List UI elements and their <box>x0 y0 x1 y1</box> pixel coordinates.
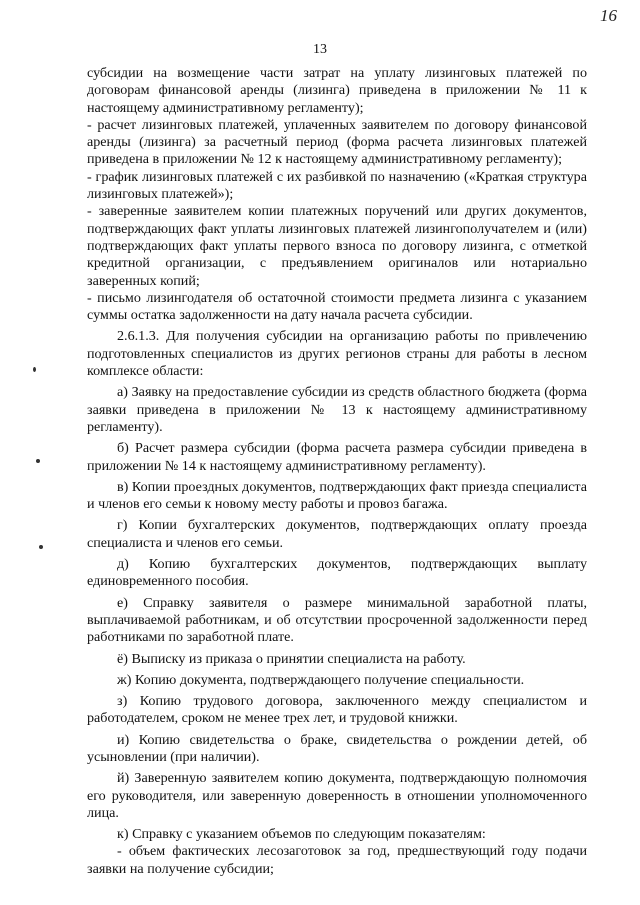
paragraph: г) Копии бухгалтерских документов, подтверждающих оплату проезда специалиста и членов его семьи. <box>87 517 587 551</box>
paragraph: - заверенные заявителем копии платежных поручений или других документов, подтверждающих факт уплаты лизинговых платежей лизингополучателем и (или) подтверждающих факт уплаты первого взноса по договору лизинга, с отметкой кредитной организации, с предъявлением оригиналов или нотариально заверенных копий; <box>87 203 587 289</box>
paragraph: й) Заверенную заявителем копию документа, подтверждающую полномочия его руководителя, или заверенную доверенность в отношении уполномоченного лица. <box>87 770 587 821</box>
paragraph: ж) Копию документа, подтверждающего получение специальности. <box>117 671 525 688</box>
paragraph: субсидии на возмещение части затрат на уплату лизинговых платежей по договорам финансовой аренды (лизинга) приведена в приложении № 11 к настоящему административному регламенту); <box>87 65 587 116</box>
handwritten-page-mark: 16 <box>600 6 617 25</box>
paragraph: - график лизинговых платежей с их разбивкой по назначению («Краткая структура лизинговых платежей»); <box>87 168 587 203</box>
paragraph: е) Справку заявителя о размере минимальной заработной платы, выплачиваемой работникам, и об отсутствии просроченной задолженности перед работниками по заработной плате. <box>87 594 587 646</box>
paragraph: в) Копии проездных документов, подтверждающих факт приезда специалиста и членов его семьи к новому месту работы и провоз багажа. <box>87 478 587 513</box>
paragraph: - объем фактических лесозаготовок за год, предшествующий году подачи заявки на получение субсидии; <box>87 843 587 877</box>
paragraph: - письмо лизингодателя об остаточной стоимости предмета лизинга с указанием суммы остатка задолженности на дату начала расчета субсидии. <box>87 289 587 324</box>
margin-speck <box>39 545 43 549</box>
page-number: 13 <box>313 42 327 57</box>
paragraph: д) Копию бухгалтерских документов, подтверждающих выплату единовременного пособия. <box>87 556 587 590</box>
paragraph: б) Расчет размера субсидии (форма расчета размера субсидии приведена в приложении № 14 к настоящему административному регламенту). <box>87 440 587 474</box>
margin-speck <box>33 367 36 372</box>
paragraph: ё) Выписку из приказа о принятии специалиста на работу. <box>117 650 466 667</box>
paragraph: к) Справку с указанием объемов по следующим показателям: <box>117 826 486 843</box>
paragraph: и) Копию свидетельства о браке, свидетельства о рождении детей, об усыновлении (при наличии). <box>87 731 587 765</box>
paragraph: - расчет лизинговых платежей, уплаченных заявителем по договору финансовой аренды (лизинга) за расчетный период (форма расчета лизинговых платежей приведена в приложении № 12 к настоящему административному регламенту); <box>87 116 587 168</box>
document-body <box>87 65 587 878</box>
paragraph: а) Заявку на предоставление субсидии из средств областного бюджета (форма заявки приведена в приложении № 13 к настоящему административному регламенту). <box>87 384 587 435</box>
paragraph: 2.6.1.3. Для получения субсидии на организацию работы по привлечению подготовленных специалистов из других регионов страны для работы в лесном комплексе области: <box>87 328 587 380</box>
paragraph: з) Копию трудового договора, заключенного между специалистом и работодателем, сроком не менее трех лет, и трудовой книжки. <box>87 693 587 727</box>
margin-speck <box>36 459 40 463</box>
